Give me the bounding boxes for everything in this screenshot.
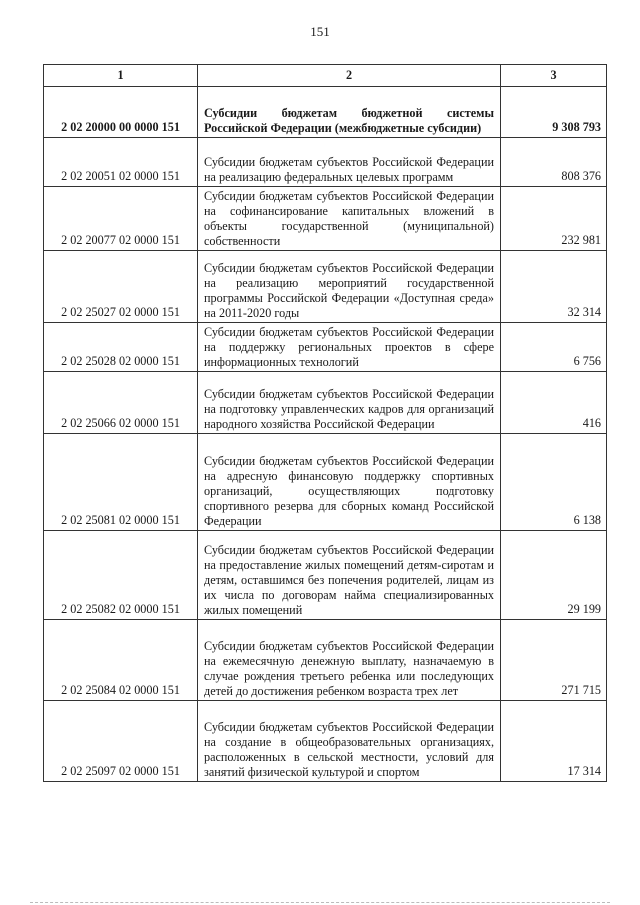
row-description: Субсидии бюджетам субъектов Российской Федерации на адресную финансовую поддержку спортивных организаций, осуществляющих подготовку спортивного резерва для сборных команд Российской Федерации	[198, 434, 501, 531]
table-row	[44, 531, 607, 620]
page-bottom-edge	[30, 902, 610, 903]
row-description: Субсидии бюджетам субъектов Российской Федерации на реализацию федеральных целевых программ	[198, 138, 501, 187]
row-code: 2 02 20051 02 0000 151	[44, 138, 198, 187]
row-amount: 29 199	[501, 531, 607, 620]
row-amount: 17 314	[501, 701, 607, 782]
table-header-row	[44, 65, 607, 87]
table-row	[44, 372, 607, 434]
table-row-total	[44, 87, 607, 138]
row-amount: 32 314	[501, 251, 607, 323]
row-amount: 808 376	[501, 138, 607, 187]
table-row	[44, 138, 607, 187]
table-row	[44, 323, 607, 372]
column-header-amount: 3	[501, 65, 607, 87]
row-description: Субсидии бюджетам субъектов Российской Федерации на поддержку региональных проектов в сфере информационных технологий	[198, 323, 501, 372]
row-description: Субсидии бюджетам субъектов Российской Федерации на создание в общеобразовательных организациях, расположенных в сельской местности, условий для занятий физической культурой и спортом	[198, 701, 501, 782]
row-code: 2 02 20077 02 0000 151	[44, 187, 198, 251]
row-code: 2 02 25028 02 0000 151	[44, 323, 198, 372]
row-code: 2 02 25081 02 0000 151	[44, 434, 198, 531]
row-amount: 9 308 793	[501, 87, 607, 138]
row-code: 2 02 25027 02 0000 151	[44, 251, 198, 323]
page-number: 151	[310, 24, 330, 39]
table-row	[44, 434, 607, 531]
row-description: Субсидии бюджетам субъектов Российской Федерации на софинансирование капитальных вложений в объекты государственной (муниципальной) собственности	[198, 187, 501, 251]
row-code: 2 02 25066 02 0000 151	[44, 372, 198, 434]
table-row	[44, 620, 607, 701]
row-description: Субсидии бюджетам субъектов Российской Федерации на реализацию мероприятий государственной программы Российской Федерации «Доступная среда» на 2011-2020 годы	[198, 251, 501, 323]
row-amount: 6 138	[501, 434, 607, 531]
table-row	[44, 701, 607, 782]
row-code: 2 02 25082 02 0000 151	[44, 531, 198, 620]
row-code: 2 02 25097 02 0000 151	[44, 701, 198, 782]
row-code: 2 02 20000 00 0000 151	[44, 87, 198, 138]
row-description: Субсидии бюджетам бюджетной системы Российской Федерации (межбюджетные субсидии)	[198, 87, 501, 138]
row-description: Субсидии бюджетам субъектов Российской Федерации на подготовку управленческих кадров для организаций народного хозяйства Российской Федерации	[198, 372, 501, 434]
row-code: 2 02 25084 02 0000 151	[44, 620, 198, 701]
row-amount: 232 981	[501, 187, 607, 251]
table-row	[44, 251, 607, 323]
column-header-code: 1	[44, 65, 198, 87]
row-amount: 271 715	[501, 620, 607, 701]
column-header-description: 2	[198, 65, 501, 87]
row-description: Субсидии бюджетам субъектов Российской Федерации на предоставление жилых помещений детям-сиротам и детям, оставшимся без попечения родителей, лицам из их числа по договорам найма специализированных жилых помещений	[198, 531, 501, 620]
budget-table	[43, 64, 607, 782]
row-amount: 6 756	[501, 323, 607, 372]
table-row	[44, 187, 607, 251]
row-amount: 416	[501, 372, 607, 434]
row-description: Субсидии бюджетам субъектов Российской Федерации на ежемесячную денежную выплату, назначаемую в случае рождения третьего ребенка или последующих детей до достижения ребенком возраста трех лет	[198, 620, 501, 701]
